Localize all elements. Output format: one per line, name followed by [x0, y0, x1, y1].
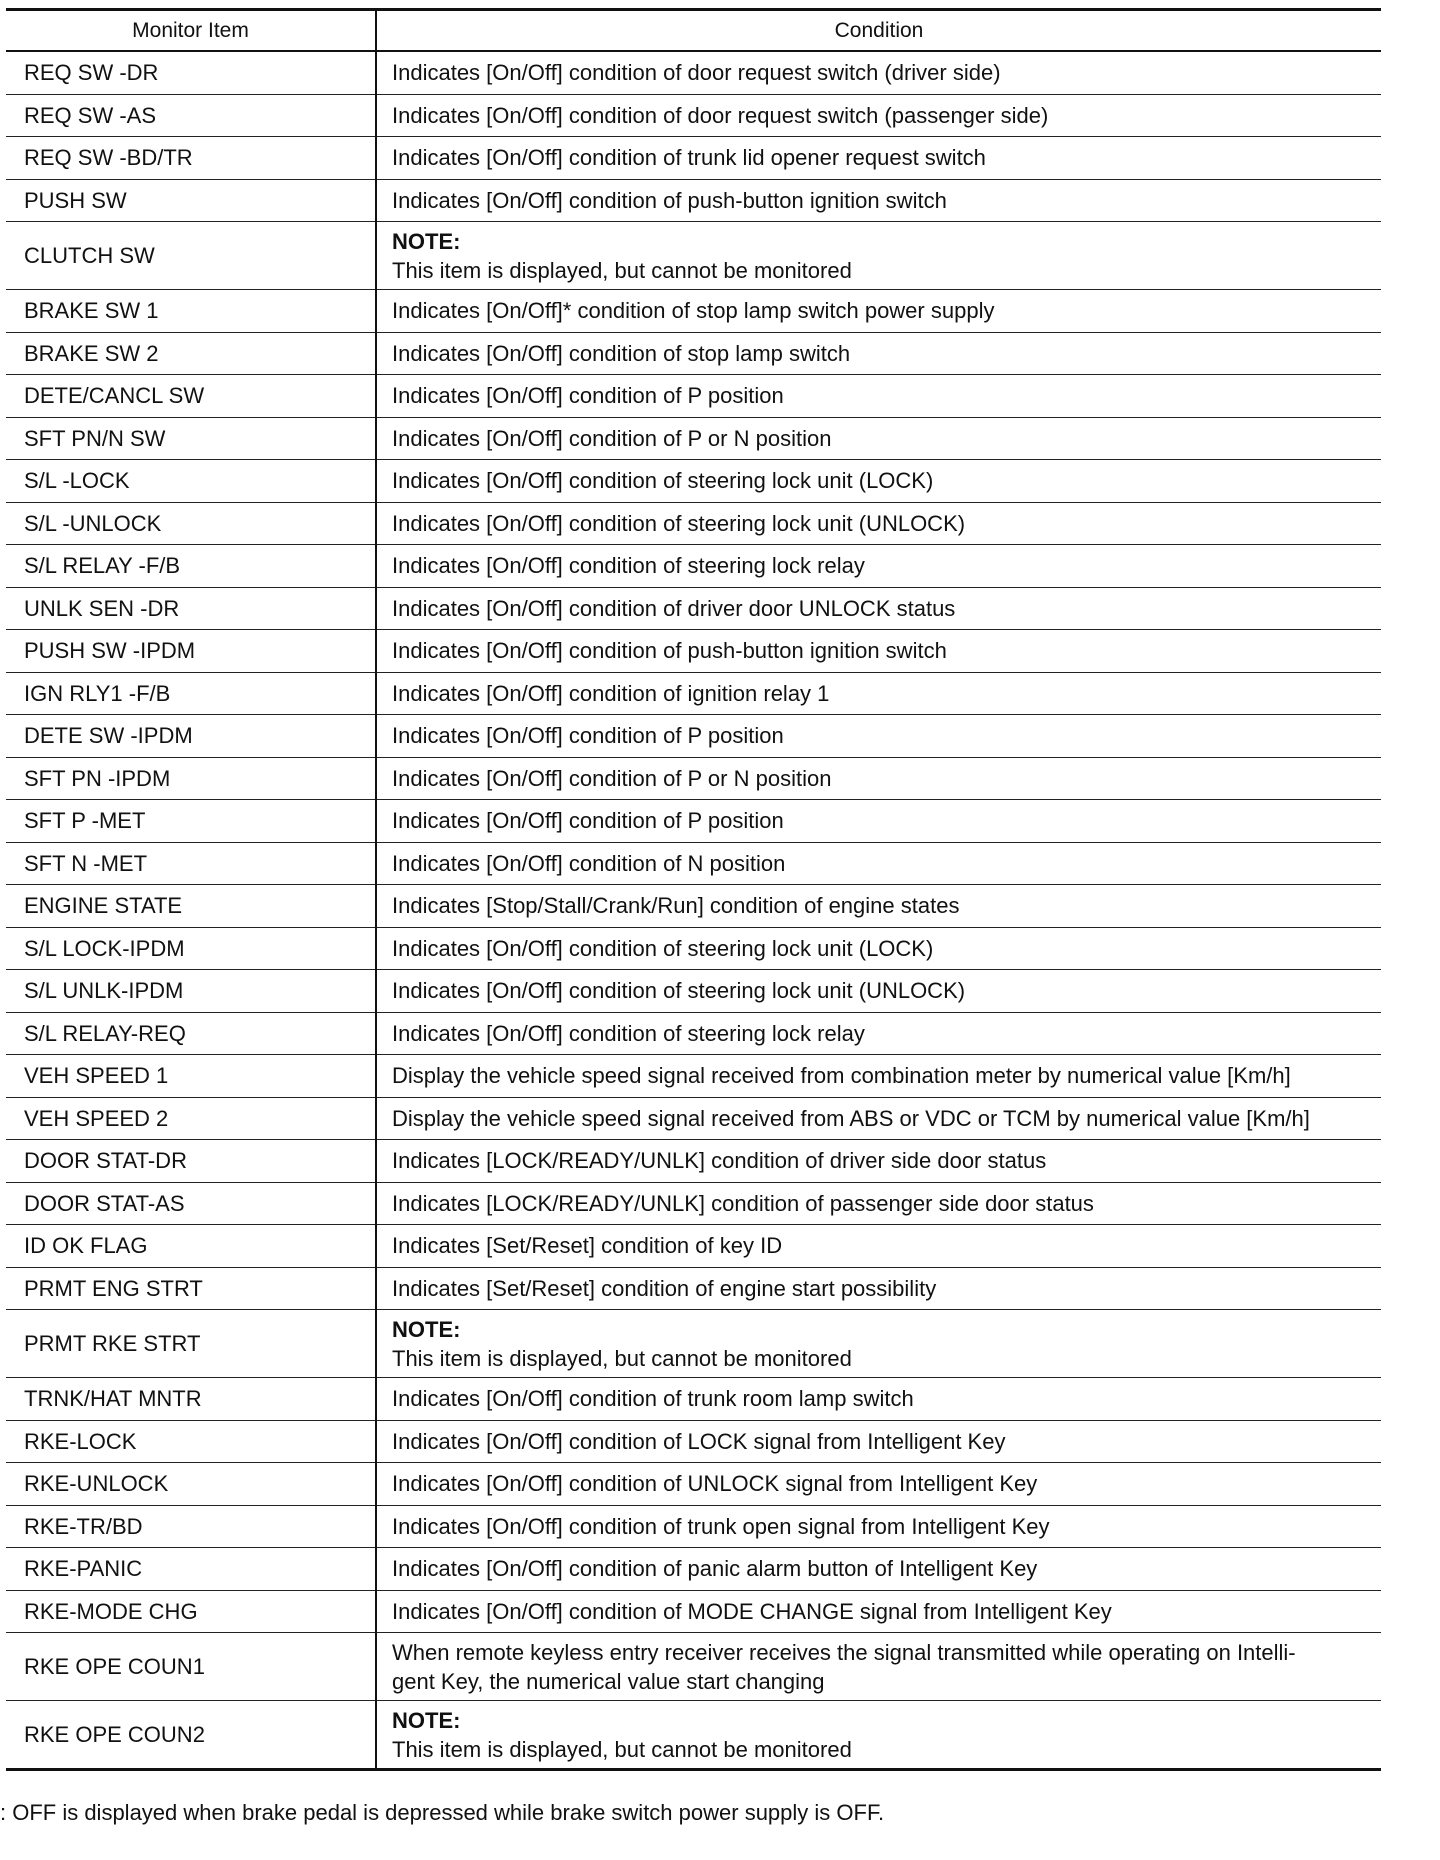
note-text: This item is displayed, but cannot be monitored	[392, 1736, 852, 1762]
note-label: NOTE:	[392, 1707, 461, 1733]
table-row	[6, 545, 1381, 588]
condition-cell	[376, 1701, 1381, 1770]
note-label: NOTE:	[392, 1316, 461, 1342]
monitor-item-cell: CLUTCH SW	[6, 222, 376, 290]
condition-cell: Indicates [On/Off] condition of UNLOCK signal from Intelligent Key	[376, 1463, 1381, 1506]
monitor-item-cell: ENGINE STATE	[6, 885, 376, 928]
monitor-item-cell: S/L -LOCK	[6, 460, 376, 503]
table-row	[6, 222, 1381, 290]
condition-cell: Indicates [On/Off] condition of steering lock relay	[376, 545, 1381, 588]
table-row	[6, 1140, 1381, 1183]
table-row	[6, 502, 1381, 545]
table-row	[6, 1548, 1381, 1591]
table-row	[6, 757, 1381, 800]
condition-line: gent Key, the numerical value start changing	[392, 1668, 825, 1694]
condition-cell: Indicates [On/Off] condition of steering lock unit (UNLOCK)	[376, 502, 1381, 545]
condition-cell: Indicates [On/Off] condition of P position	[376, 800, 1381, 843]
table-row	[6, 179, 1381, 222]
column-header-condition: Condition	[376, 10, 1381, 52]
monitor-item-cell: ID OK FLAG	[6, 1225, 376, 1268]
table-row	[6, 332, 1381, 375]
table-row	[6, 137, 1381, 180]
table-header-row	[6, 10, 1381, 52]
condition-cell: Indicates [On/Off] condition of push-button ignition switch	[376, 630, 1381, 673]
condition-cell: Indicates [On/Off] condition of P position	[376, 375, 1381, 418]
table-row	[6, 94, 1381, 137]
condition-cell: Indicates [LOCK/READY/UNLK] condition of driver side door status	[376, 1140, 1381, 1183]
monitor-item-cell: UNLK SEN -DR	[6, 587, 376, 630]
condition-cell: Indicates [On/Off] condition of steering lock unit (LOCK)	[376, 927, 1381, 970]
table-row	[6, 51, 1381, 94]
condition-cell: Indicates [Set/Reset] condition of engine start possibility	[376, 1267, 1381, 1310]
condition-cell: Indicates [On/Off] condition of steering lock relay	[376, 1012, 1381, 1055]
condition-cell	[376, 222, 1381, 290]
monitor-item-cell: REQ SW -DR	[6, 51, 376, 94]
monitor-item-cell: DETE/CANCL SW	[6, 375, 376, 418]
column-header-monitor-item: Monitor Item	[6, 10, 376, 52]
monitor-item-cell: REQ SW -BD/TR	[6, 137, 376, 180]
monitor-item-cell: S/L -UNLOCK	[6, 502, 376, 545]
table-row	[6, 460, 1381, 503]
monitor-item-cell: RKE-UNLOCK	[6, 1463, 376, 1506]
monitor-item-cell: PRMT ENG STRT	[6, 1267, 376, 1310]
condition-cell: Indicates [On/Off] condition of steering lock unit (UNLOCK)	[376, 970, 1381, 1013]
condition-line: When remote keyless entry receiver receives the signal transmitted while operating on Intelli-	[392, 1639, 1296, 1665]
monitor-item-cell: PUSH SW	[6, 179, 376, 222]
table-row	[6, 417, 1381, 460]
monitor-item-cell: IGN RLY1 -F/B	[6, 672, 376, 715]
table-row	[6, 375, 1381, 418]
condition-cell: Indicates [On/Off] condition of driver door UNLOCK status	[376, 587, 1381, 630]
monitor-item-cell: RKE OPE COUN2	[6, 1701, 376, 1770]
monitor-item-cell: SFT N -MET	[6, 842, 376, 885]
condition-cell: Indicates [On/Off] condition of push-button ignition switch	[376, 179, 1381, 222]
table-body	[6, 51, 1381, 1770]
condition-cell: Indicates [On/Off] condition of P or N position	[376, 417, 1381, 460]
condition-cell: Display the vehicle speed signal received from combination meter by numerical value [Km/h]	[376, 1055, 1381, 1098]
table-row	[6, 885, 1381, 928]
table-row	[6, 1378, 1381, 1421]
condition-cell	[376, 1633, 1381, 1701]
monitor-item-cell: RKE OPE COUN1	[6, 1633, 376, 1701]
monitor-item-cell: RKE-PANIC	[6, 1548, 376, 1591]
monitor-item-cell: VEH SPEED 2	[6, 1097, 376, 1140]
footnote: : OFF is displayed when brake pedal is depressed while brake switch power supply is OFF.	[0, 1800, 885, 1825]
table-row	[6, 970, 1381, 1013]
monitor-item-cell: SFT P -MET	[6, 800, 376, 843]
table-row	[6, 1633, 1381, 1701]
table-row	[6, 672, 1381, 715]
table-row	[6, 1463, 1381, 1506]
monitor-item-table	[6, 8, 1381, 1771]
condition-cell: Indicates [Set/Reset] condition of key ID	[376, 1225, 1381, 1268]
table-row	[6, 715, 1381, 758]
condition-cell: Indicates [On/Off] condition of trunk open signal from Intelligent Key	[376, 1505, 1381, 1548]
monitor-item-cell: DETE SW -IPDM	[6, 715, 376, 758]
condition-cell: Indicates [On/Off] condition of MODE CHANGE signal from Intelligent Key	[376, 1590, 1381, 1633]
condition-cell: Indicates [On/Off] condition of steering lock unit (LOCK)	[376, 460, 1381, 503]
condition-cell: Indicates [On/Off] condition of stop lamp switch	[376, 332, 1381, 375]
condition-cell: Display the vehicle speed signal received from ABS or VDC or TCM by numerical value [Km/h]	[376, 1097, 1381, 1140]
monitor-item-cell: S/L LOCK-IPDM	[6, 927, 376, 970]
condition-cell: Indicates [On/Off] condition of panic alarm button of Intelligent Key	[376, 1548, 1381, 1591]
condition-cell: Indicates [On/Off] condition of door request switch (passenger side)	[376, 94, 1381, 137]
monitor-item-cell: REQ SW -AS	[6, 94, 376, 137]
monitor-item-cell: RKE-LOCK	[6, 1420, 376, 1463]
table-row	[6, 1267, 1381, 1310]
monitor-item-cell: PRMT RKE STRT	[6, 1310, 376, 1378]
condition-cell: Indicates [On/Off] condition of door request switch (driver side)	[376, 51, 1381, 94]
condition-cell: Indicates [On/Off] condition of ignition relay 1	[376, 672, 1381, 715]
condition-cell: Indicates [On/Off] condition of LOCK signal from Intelligent Key	[376, 1420, 1381, 1463]
table-row	[6, 1505, 1381, 1548]
table-row	[6, 1055, 1381, 1098]
table-row	[6, 1012, 1381, 1055]
monitor-item-cell: SFT PN/N SW	[6, 417, 376, 460]
condition-cell: Indicates [On/Off] condition of P position	[376, 715, 1381, 758]
monitor-item-cell: PUSH SW -IPDM	[6, 630, 376, 673]
note-label: NOTE:	[392, 228, 461, 254]
monitor-item-cell: S/L UNLK-IPDM	[6, 970, 376, 1013]
monitor-item-cell: VEH SPEED 1	[6, 1055, 376, 1098]
note-text: This item is displayed, but cannot be monitored	[392, 1345, 852, 1371]
monitor-item-cell: SFT PN -IPDM	[6, 757, 376, 800]
table-row	[6, 1097, 1381, 1140]
monitor-item-cell: S/L RELAY-REQ	[6, 1012, 376, 1055]
table-row	[6, 630, 1381, 673]
condition-cell: Indicates [LOCK/READY/UNLK] condition of passenger side door status	[376, 1182, 1381, 1225]
table-row	[6, 800, 1381, 843]
condition-cell: Indicates [On/Off] condition of trunk room lamp switch	[376, 1378, 1381, 1421]
condition-cell: Indicates [On/Off] condition of trunk lid opener request switch	[376, 137, 1381, 180]
table-row	[6, 1701, 1381, 1770]
condition-cell	[376, 1310, 1381, 1378]
monitor-item-cell: TRNK/HAT MNTR	[6, 1378, 376, 1421]
table-row	[6, 1590, 1381, 1633]
table-row	[6, 927, 1381, 970]
table-row	[6, 1182, 1381, 1225]
condition-cell: Indicates [On/Off]* condition of stop lamp switch power supply	[376, 290, 1381, 333]
condition-cell: Indicates [Stop/Stall/Crank/Run] condition of engine states	[376, 885, 1381, 928]
table-row	[6, 1310, 1381, 1378]
monitor-item-cell: BRAKE SW 2	[6, 332, 376, 375]
monitor-item-cell: S/L RELAY -F/B	[6, 545, 376, 588]
condition-cell: Indicates [On/Off] condition of P or N position	[376, 757, 1381, 800]
monitor-item-cell: RKE-TR/BD	[6, 1505, 376, 1548]
table-row	[6, 587, 1381, 630]
table-row	[6, 1225, 1381, 1268]
table-row	[6, 842, 1381, 885]
monitor-item-cell: DOOR STAT-AS	[6, 1182, 376, 1225]
note-text: This item is displayed, but cannot be monitored	[392, 257, 852, 283]
monitor-item-cell: DOOR STAT-DR	[6, 1140, 376, 1183]
monitor-item-cell: BRAKE SW 1	[6, 290, 376, 333]
monitor-item-cell: RKE-MODE CHG	[6, 1590, 376, 1633]
monitor-item-sheet	[6, 8, 1381, 1771]
condition-cell: Indicates [On/Off] condition of N position	[376, 842, 1381, 885]
table-row	[6, 1420, 1381, 1463]
table-row	[6, 290, 1381, 333]
